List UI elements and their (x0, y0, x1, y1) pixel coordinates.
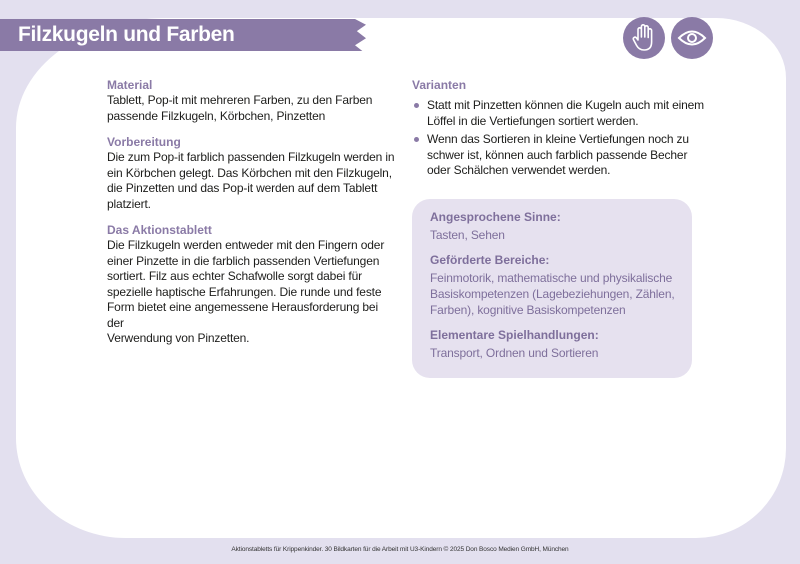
text-line: schwer ist, können auch farblich passende Becher (427, 147, 688, 162)
text-line: die Pinzetten und das Pop-it werden auf dem Tablett (107, 181, 378, 195)
text-line: einer Pinzette in die farblich passenden Vertiefungen (107, 253, 380, 268)
varianten-heading: Varianten (412, 78, 467, 92)
text-line: Tasten, Sehen (430, 228, 505, 242)
varianten-list (412, 98, 708, 179)
aktionstablett-heading: Das Aktionstablett (107, 223, 212, 237)
list-item (412, 132, 708, 179)
spielhandlungen-text (430, 345, 692, 361)
spielhandlungen-heading: Elementare Spielhandlungen: (430, 328, 599, 342)
info-box (412, 199, 692, 378)
vorbereitung-heading: Vorbereitung (107, 135, 181, 149)
sinne-heading: Angesprochene Sinne: (430, 210, 561, 224)
list-item (412, 98, 708, 129)
material-text (107, 93, 397, 124)
aktionstablett-text (107, 238, 397, 347)
left-column (107, 78, 397, 347)
text-line: Transport, Ordnen und Sortieren (430, 346, 599, 360)
right-column (412, 78, 708, 182)
text-line: Die Filzkugeln werden entweder mit den Fingern oder (107, 238, 385, 252)
text-line: Verwendung von Pinzetten. (107, 331, 250, 345)
hand-icon (623, 17, 665, 59)
text-line: oder Schälchen verwendet werden. (427, 163, 611, 177)
text-line: Basiskompetenzen (Lagebeziehungen, Zählen, (430, 287, 675, 301)
sinne-text (430, 227, 692, 243)
bereiche-heading: Geförderte Bereiche: (430, 253, 550, 267)
eye-icon (671, 17, 713, 59)
text-line: Die zum Pop-it farblich passenden Filzkugeln werden in (107, 150, 395, 164)
page-title: Filzkugeln und Farben (18, 23, 235, 46)
material-heading: Material (107, 78, 153, 92)
text-line: ein Körbchen gelegt. Das Körbchen mit den Filzkugeln, (107, 165, 392, 180)
text-line: Form bietet eine angemessene Herausforderung bei der (107, 300, 378, 330)
text-line: Statt mit Pinzetten können die Kugeln auch mit einem (427, 98, 705, 112)
text-line: sortiert. Filz aus echter Schafwolle sorgt dabei für (107, 269, 362, 283)
text-line: Tablett, Pop-it mit mehreren Farben, zu den Farben (107, 93, 373, 107)
footer-copyright: Aktionstabletts für Krippenkinder. 30 Bildkarten für die Arbeit mit U3-Kindern © 2025 Don Bosco Medien GmbH, München (231, 546, 569, 553)
text-line: Farben), kognitive Basiskompetenzen (430, 303, 626, 317)
text-line: Wenn das Sortieren in kleine Vertiefungen noch zu (427, 132, 689, 146)
bereiche-text (430, 270, 692, 318)
vorbereitung-text (107, 150, 397, 212)
text-line: Löffel in die Vertiefungen sortiert werden. (427, 113, 639, 128)
text-line: spezielle haptische Erfahrungen. Die runde und feste (107, 284, 382, 299)
text-line: platziert. (107, 196, 151, 211)
text-line: passende Filzkugeln, Körbchen, Pinzetten (107, 108, 326, 123)
text-line: Feinmotorik, mathematische und physikalische (430, 271, 673, 285)
